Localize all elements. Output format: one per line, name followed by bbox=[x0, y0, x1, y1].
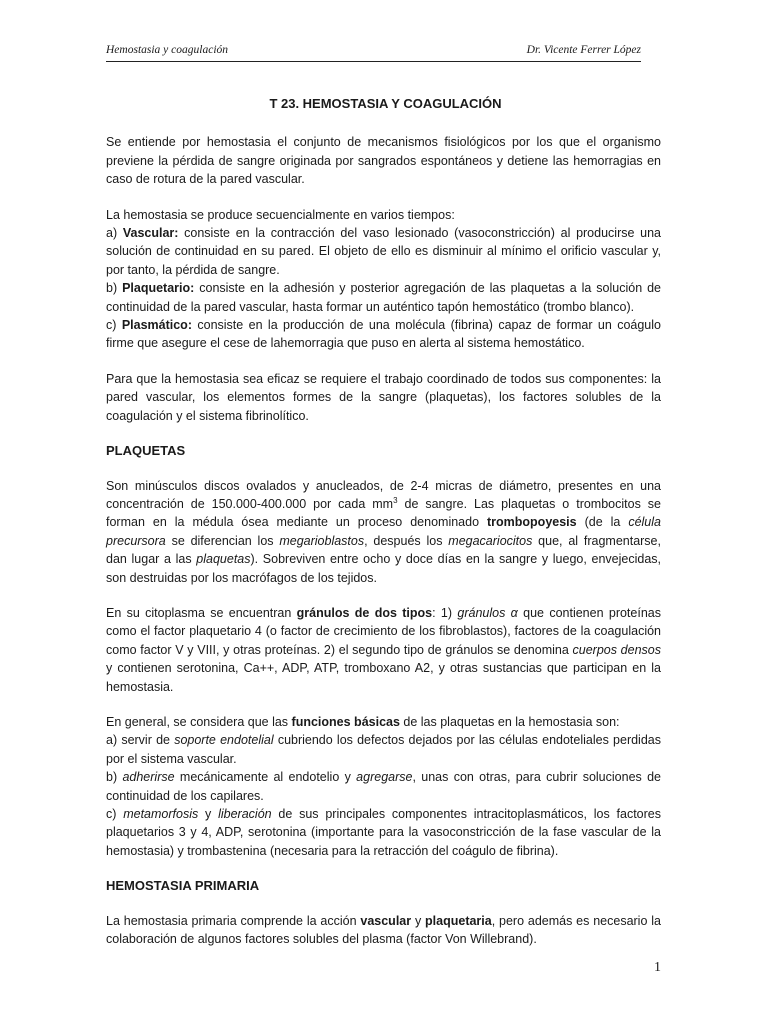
section-heading-primaria: HEMOSTASIA PRIMARIA bbox=[106, 878, 260, 894]
funciones-lead bbox=[106, 713, 661, 731]
text-run: La hemostasia primaria comprende la acción bbox=[106, 913, 361, 928]
italic-term: adherirse bbox=[122, 770, 175, 785]
text-run: de sus principales componentes intracitoplasmáticos, los factores plaquetarios 3 y 4, ADP, serotonina (importante para la vasoconstricción de la fase vascular de la hemostasia) y trombastenina (necesaria para la retracción del coágulo de fibrina). bbox=[106, 807, 662, 858]
tiempo-vascular bbox=[106, 224, 661, 279]
page-number: 1 bbox=[654, 960, 661, 975]
text-run: que contienen proteínas como el factor plaquetario 4 (o factor de crecimiento de los fibroblastos), factores de la coagulación como factor V y VIII, y otras proteínas. 2) el segundo tipo de gránulos se denomina bbox=[106, 605, 661, 657]
item-prefix: b) bbox=[106, 281, 123, 296]
funcion-c bbox=[106, 805, 661, 860]
italic-term: plaquetas bbox=[196, 552, 251, 567]
section-heading-plaquetas: PLAQUETAS bbox=[106, 443, 186, 459]
italic-term: célula precursora bbox=[106, 515, 661, 548]
tiempos-lead: La hemostasia se produce secuencialmente en varios tiempos: bbox=[106, 207, 455, 222]
item-prefix: a) bbox=[106, 226, 123, 241]
text-run: ). Sobreviven entre ocho y doce días en la sangre y luego, envejecidas, son destruidas por los macrófagos de los tejidos. bbox=[106, 552, 661, 585]
italic-term: liberación bbox=[218, 807, 272, 821]
italic-term: megacariocitos bbox=[448, 533, 533, 548]
italic-term: metamorfosis bbox=[123, 807, 199, 821]
tiempo-plaquetario-text: consiste en la adhesión y posterior agregación de las plaquetas a la solución de continuidad de la pared vascular, hasta formar un auténtico tapón hemostático (trombo blanco). bbox=[106, 281, 661, 314]
running-header bbox=[106, 44, 641, 62]
text-run: Son minúsculos discos ovalados y anucleados, de 2-4 micras de diámetro, presentes en una concentración de 150.000-400.000 por cada mm bbox=[106, 478, 661, 511]
plaquetas-paragraph-1 bbox=[106, 477, 661, 587]
plaquetas-paragraph-2 bbox=[106, 604, 661, 696]
term-plaquetario: Plaquetario: bbox=[122, 281, 195, 296]
text-run: mecánicamente al endotelio y bbox=[174, 770, 357, 785]
text-run: , unas con otras, para cubrir soluciones de continuidad de los capilares. bbox=[106, 770, 661, 803]
tiempo-plasmatico-text: consiste en la producción de una molécula (fibrina) capaz de formar un coágulo firme que asegure el cese de lahemorragia que puso en alerta al sistema hemostático. bbox=[106, 318, 661, 351]
term-plasmatico: Plasmático: bbox=[121, 318, 192, 333]
term-funciones: funciones básicas bbox=[291, 714, 400, 729]
tiempo-plasmatico bbox=[106, 316, 661, 353]
superscript: 3 bbox=[393, 495, 398, 505]
text-run: , pero además es necesario la colaboración de algunos factores solubles del plasma (factor Von Willebrand). bbox=[106, 913, 661, 947]
plaquetas-funciones bbox=[106, 713, 661, 860]
tiempo-vascular-text: consiste en la contracción del vaso lesionado (vasoconstricción) al producirse una solución de continuidad en su pared. El objeto de ello es disminuir al mínimo el orificio vascular y, por tanto, la pérdida de sangre. bbox=[106, 226, 662, 277]
funcion-a bbox=[106, 731, 661, 768]
text-run: En su citoplasma se encuentran bbox=[106, 605, 297, 620]
italic-term: agregarse bbox=[356, 770, 413, 785]
italic-term: gránulos α bbox=[457, 605, 518, 620]
italic-term: soporte endotelial bbox=[174, 733, 274, 748]
text-run: En general, se considera que las bbox=[106, 714, 292, 729]
text-run: , después los bbox=[364, 533, 449, 548]
document-title: T 23. HEMOSTASIA Y COAGULACIÓN bbox=[269, 96, 502, 111]
text-run: cubriendo los defectos dejados por las células endoteliales perdidas por el sistema vascular. bbox=[106, 733, 661, 766]
text-run: se diferencian los bbox=[165, 533, 280, 548]
funcion-b bbox=[106, 768, 661, 805]
text-run: y contienen serotonina, Ca++, ADP, ATP, tromboxano A2, y otras sustancias que participan en la hemostasia. bbox=[106, 661, 661, 694]
intro-paragraph: Se entiende por hemostasia el conjunto de mecanismos fisiológicos por los que el organismo previene la pérdida de sangre originada por sangrados espontáneos y detiene las hemorragias en caso de rotura de la pared vascular. bbox=[106, 135, 661, 187]
tiempos-paragraph bbox=[106, 206, 661, 353]
text-run: b) bbox=[106, 770, 123, 785]
italic-term: cuerpos densos bbox=[572, 642, 661, 657]
item-prefix: c) bbox=[106, 318, 122, 333]
text-run: (de la bbox=[576, 515, 629, 530]
text-run: c) bbox=[106, 807, 124, 821]
text-run: de sangre. Las plaquetas o trombocitos se forman en la médula ósea mediante un proceso denominado bbox=[106, 496, 661, 530]
text-run: y bbox=[411, 913, 426, 928]
text-run: de las plaquetas en la hemostasia son: bbox=[399, 714, 620, 729]
header-author: Dr. Vicente Ferrer López bbox=[526, 44, 641, 56]
term-vascular: Vascular: bbox=[122, 226, 179, 241]
text-run: a) servir de bbox=[106, 733, 175, 748]
term-trombopoyesis: trombopoyesis bbox=[487, 515, 577, 530]
eficaz-paragraph: Para que la hemostasia sea eficaz se requiere el trabajo coordinado de todos sus componentes: la pared vascular, los elementos formes de la sangre (plaquetas), los factores solubles de la coagulación y el sistema fibrinolítico. bbox=[106, 371, 661, 423]
primaria-paragraph bbox=[106, 912, 661, 949]
text-run: que, al fragmentarse, dan lugar a las bbox=[106, 533, 661, 567]
term-vascular: vascular bbox=[360, 913, 412, 928]
header-topic: Hemostasia y coagulación bbox=[106, 44, 229, 56]
term-granulos: gránulos de dos tipos bbox=[296, 605, 433, 620]
text-run: y bbox=[198, 807, 219, 821]
tiempo-plaquetario bbox=[106, 279, 661, 316]
italic-term: megarioblastos bbox=[279, 533, 365, 548]
document-body bbox=[106, 95, 661, 965]
term-plaquetaria: plaquetaria bbox=[425, 913, 492, 928]
text-run: : 1) bbox=[432, 605, 458, 620]
